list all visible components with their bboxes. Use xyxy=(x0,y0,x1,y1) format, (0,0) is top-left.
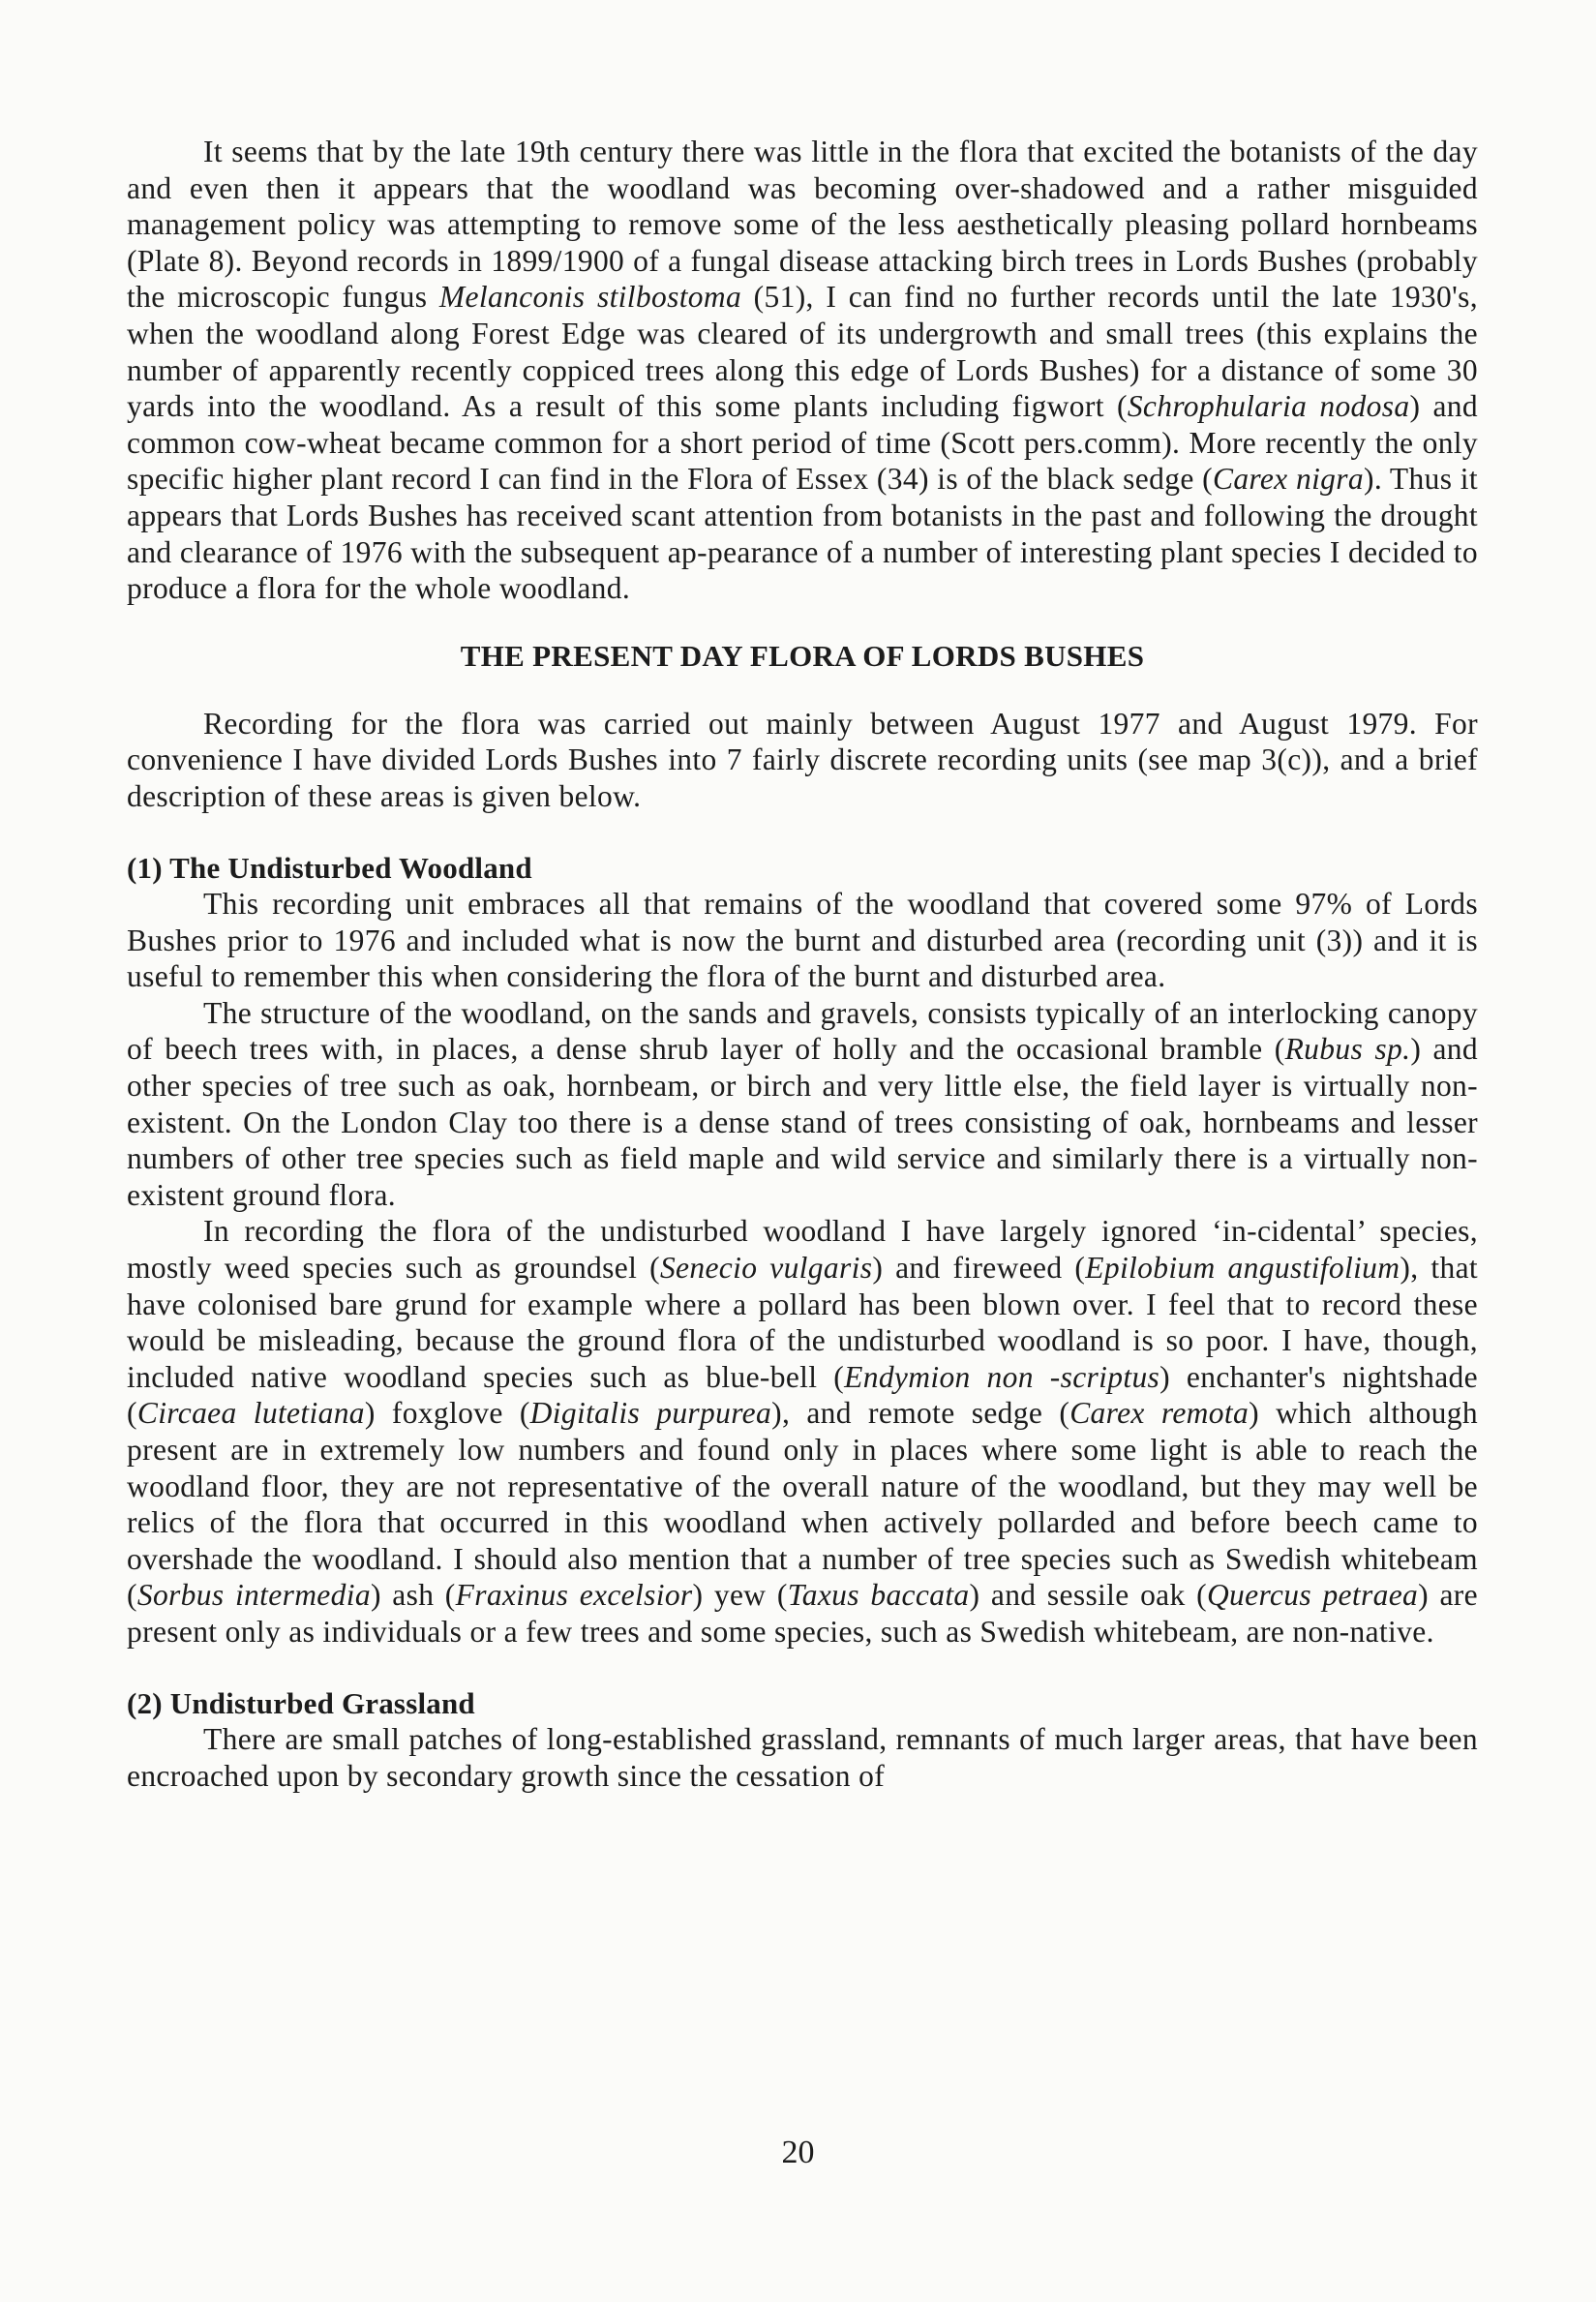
recording-paragraph: Recording for the flora was carried out mainly between August 1977 and August 1979. For convenience I have divided Lords Bushes into 7 fairly discrete recording units (see map 3(c)), and a brief description of these areas is given below. xyxy=(127,706,1478,813)
species-name: Senecio vulgaris xyxy=(659,1251,873,1286)
species-name: Melanconis stilbostoma xyxy=(438,280,742,315)
unit1-heading: (1) The Undisturbed Woodland xyxy=(127,850,532,885)
species-name: Carex remota xyxy=(1069,1396,1250,1431)
species-name: Quercus petraea xyxy=(1206,1578,1419,1613)
species-name: Rubus sp. xyxy=(1284,1032,1411,1067)
species-name: Epilobium angustifolium xyxy=(1085,1251,1400,1286)
section-heading: THE PRESENT DAY FLORA OF LORDS BUSHES xyxy=(460,638,1145,673)
unit2-paragraph-1: There are small patches of long-established grassland, remnants of much larger areas, that have been encroached upon by secondary growth since the cessation of xyxy=(127,1722,1478,1793)
unit1-paragraph-1: This recording unit embraces all that remains of the woodland that covered some 97% of Lords Bushes prior to 1976 and included what is now the burnt and disturbed area (recording unit (3)) and it is useful to remember this when considering the flora of the burnt and disturbed area. xyxy=(127,887,1478,994)
species-name: Schrophularia nodosa xyxy=(1127,389,1410,424)
spacer xyxy=(127,815,1478,850)
unit1-paragraph-3: In recording the flora of the undisturbed woodland I have largely ignored ‘in-cidental’ species, mostly weed species such as groundsel (Senecio vulgaris) and fireweed (Epilobium angustifolium), that have colonised bare grund for example where a pollard has been blown over. I feel that to record these would be misleading, because the ground flora of the undisturbed woodland is so poor. I have, though, included native woodland species such as blue-bell (Endymion non -scriptus) enchanter's nightshade (Circaea lutetiana) foxglove (Digitalis purpurea), and remote sedge (Carex remota) which although present are in extremely low numbers and found only in places where some light is able to reach the woodland floor, they are not representative of the overall nature of the woodland, but they may well be relics of the flora that occurred in this woodland when actively pollarded and before beech came to overshade the woodland. I should also mention that a number of tree species such as Swedish whitebeam (Sorbus intermedia) ash (Fraxinus excelsior) yew (Taxus baccata) and sessile oak (Quercus petraea) are present only as individuals or a few trees and some species, such as Swedish whitebeam, are non-native. xyxy=(127,1214,1479,1649)
species-name: Carex nigra xyxy=(1212,462,1364,497)
unit2-heading: (2) Undisturbed Grassland xyxy=(127,1685,475,1720)
species-name: Taxus baccata xyxy=(787,1578,970,1613)
species-name: Fraxinus excelsior xyxy=(455,1578,693,1613)
page-number: 20 xyxy=(781,2135,815,2170)
page-content xyxy=(127,134,1478,1794)
species-name: Endymion non -scriptus xyxy=(844,1359,1160,1394)
spacer xyxy=(127,1651,1478,1685)
species-name: Sorbus intermedia xyxy=(136,1578,371,1613)
species-name: Digitalis purpurea xyxy=(529,1396,772,1431)
intro-paragraph: It seems that by the late 19th century there was little in the flora that excited the botanists of the day and even then it appears that the woodland was becoming over-shadowed and a rather misguided management policy was attempting to remove some of the less aesthetically pleasing pollard hornbeams (Plate 8). Beyond records in 1899/1900 of a fungal disease attacking birch trees in Lords Bushes (probably the microscopic fungus Melanconis stilbostoma (51), I can find no further records until the late 1930's, when the woodland along Forest Edge was cleared of its undergrowth and small trees (this explains the number of apparently recently coppiced trees along this edge of Lords Bushes) for a distance of some 30 yards into the woodland. As a result of this some plants including figwort (Schrophularia nodosa) and common cow-wheat became common for a short period of time (Scott pers.comm). More recently the only specific higher plant record I can find in the Flora of Essex (34) is of the black sedge (Carex nigra). Thus it appears that Lords Bushes has received scant attention from botanists in the past and following the drought and clearance of 1976 with the subsequent ap-pearance of a number of interesting plant species I decided to produce a flora for the whole woodland. xyxy=(127,135,1478,606)
species-name: Circaea lutetiana xyxy=(136,1396,365,1431)
unit1-paragraph-2: The structure of the woodland, on the sands and gravels, consists typically of an interlocking canopy of beech trees with, in places, a dense shrub layer of holly and the occasional bramble (Rubus sp.) and other species of tree such as oak, hornbeam, or birch and very little else, the field layer is virtually non-existent. On the London Clay too there is a dense stand of trees consisting of oak, hornbeams and lesser numbers of other tree species such as field maple and wild service and similarly there is a virtually non-existent ground flora. xyxy=(127,995,1478,1212)
